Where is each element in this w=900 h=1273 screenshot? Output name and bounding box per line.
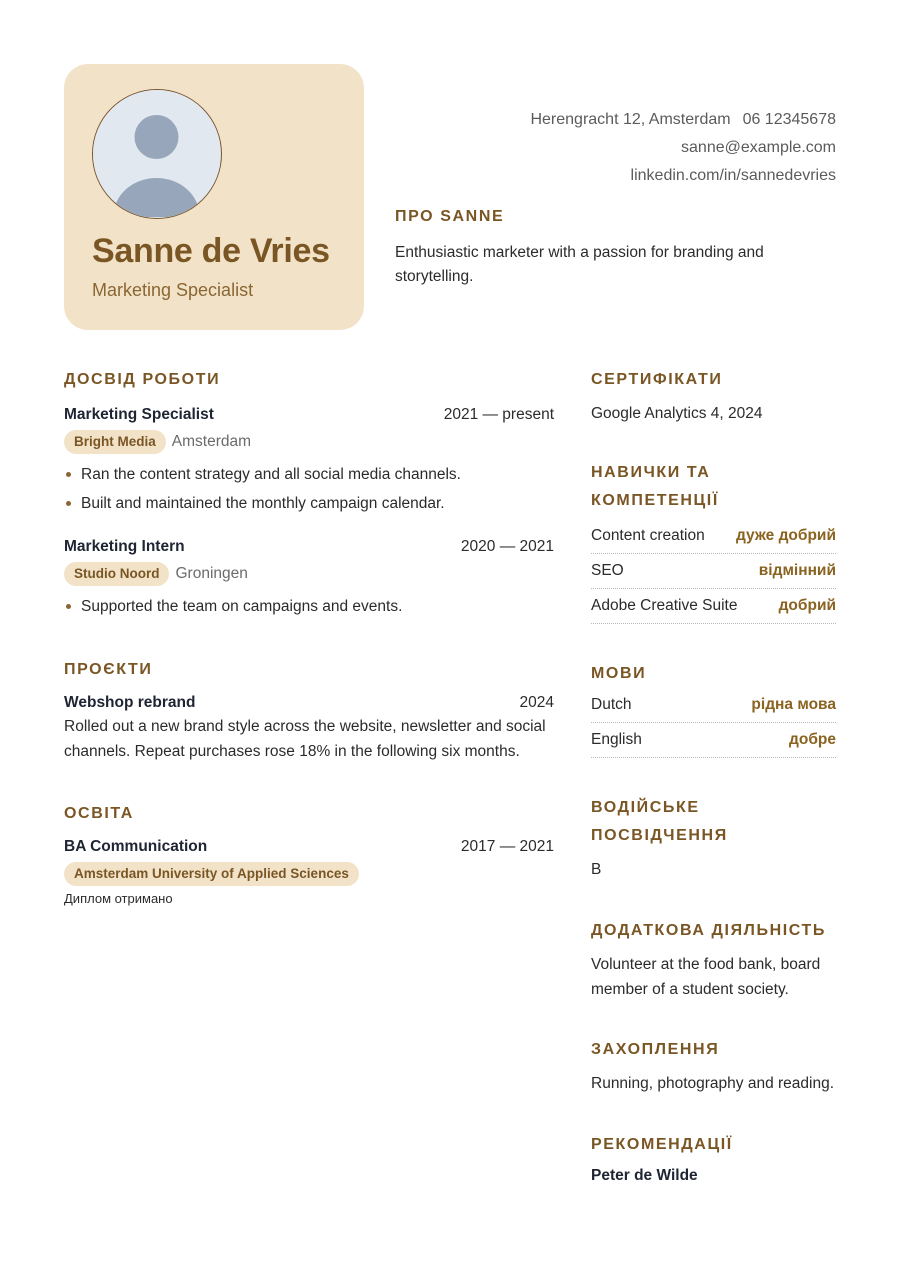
contact-phone[interactable]: 06 12345678 (742, 111, 836, 128)
avatar (92, 89, 222, 219)
projects-section (64, 656, 554, 764)
language-row (591, 723, 836, 758)
about-text: Enthusiastic marketer with a passion for branding and storytelling. (395, 244, 764, 285)
company-badge: Studio Noord (64, 562, 169, 586)
languages-section (591, 660, 836, 758)
language-name: English (591, 730, 642, 748)
experience-dates: 2021 — present (443, 406, 554, 423)
company-badge: Bright Media (64, 430, 166, 454)
about-section (395, 203, 835, 289)
list-item: Ran the content strategy and all social media channels. (64, 460, 554, 489)
experience-section (64, 366, 554, 621)
contact-address: Herengracht 12, Amsterdam (530, 111, 731, 128)
activities-section (591, 917, 836, 1002)
experience-bullets (64, 592, 554, 621)
references-section (591, 1131, 836, 1185)
project-description: Rolled out a new brand style across the website, newsletter and social channels. Repeat purchases rose 18% in the following six months. (64, 718, 546, 760)
skill-row (591, 589, 836, 624)
candidate-role: Marketing Specialist (92, 280, 254, 300)
hobbies-text: Running, photography and reading. (591, 1075, 835, 1092)
education-dates: 2017 — 2021 (460, 838, 554, 855)
candidate-name: Sanne de Vries (92, 232, 330, 270)
project-entry (64, 691, 554, 764)
school-badge: Amsterdam University of Applied Sciences (64, 862, 359, 886)
reference-name: Peter de Wilde (591, 1166, 698, 1184)
skills-section (591, 459, 836, 624)
skill-row (591, 519, 836, 554)
experience-entry (64, 403, 554, 518)
project-title: Webshop rebrand (64, 694, 196, 711)
project-year: 2024 (519, 694, 554, 711)
skill-level: добрий (778, 596, 836, 614)
experience-title: Marketing Specialist (64, 406, 214, 423)
certificates-text: Google Analytics 4, 2024 (591, 405, 763, 422)
experience-dates: 2020 — 2021 (460, 538, 554, 555)
certificates-section (591, 366, 836, 427)
skill-name: Adobe Creative Suite (591, 596, 738, 614)
skill-name: Content creation (591, 526, 705, 544)
languages-heading: МОВИ (591, 664, 647, 682)
hobbies-section (591, 1036, 836, 1097)
activities-text: Volunteer at the food bank, board member of a student society. (591, 956, 821, 998)
education-entry (64, 835, 554, 906)
contact-row-address-phone (530, 106, 836, 134)
list-item: Built and maintained the monthly campaign calendar. (64, 489, 554, 518)
skill-level: відмінний (758, 561, 836, 579)
education-section (64, 800, 554, 906)
experience-location: Amsterdam (171, 433, 252, 450)
skills-heading: НАВИЧКИ ТА КОМПЕТЕНЦІЇ (591, 463, 719, 509)
skill-name: SEO (591, 561, 624, 579)
activities-heading: ДОДАТКОВА ДІЯЛЬНІСТЬ (591, 922, 827, 939)
education-note: Диплом отримано (64, 891, 173, 906)
experience-bullets (64, 460, 554, 518)
list-item: Supported the team on campaigns and events. (64, 592, 554, 621)
skill-level: дуже добрий (736, 526, 836, 544)
experience-title: Marketing Intern (64, 538, 185, 555)
hobbies-heading: ЗАХОПЛЕННЯ (591, 1041, 720, 1058)
right-column (591, 366, 836, 1185)
projects-heading: ПРОЄКТИ (64, 661, 153, 678)
experience-heading: ДОСВІД РОБОТИ (64, 371, 221, 388)
contact-block (530, 106, 836, 190)
header-card (64, 64, 364, 330)
contact-linkedin[interactable]: linkedin.com/in/sannedevries (630, 167, 836, 184)
experience-location: Groningen (175, 565, 248, 582)
license-heading: ВОДІЙСЬКЕ ПОСВІДЧЕННЯ (591, 798, 728, 844)
language-level: добре (789, 730, 836, 748)
education-heading: ОСВІТА (64, 805, 134, 822)
certificates-heading: СЕРТИФІКАТИ (591, 371, 723, 388)
user-silhouette-icon (93, 90, 220, 217)
references-heading: РЕКОМЕНДАЦІЇ (591, 1135, 733, 1153)
license-section (591, 794, 836, 883)
license-text: B (591, 860, 602, 878)
language-level: рідна мова (751, 695, 836, 713)
experience-entry (64, 535, 554, 621)
about-heading: ПРО SANNE (395, 208, 505, 225)
education-degree: BA Communication (64, 838, 208, 855)
skill-row (591, 554, 836, 589)
left-column (64, 366, 554, 906)
language-name: Dutch (591, 695, 632, 713)
contact-email[interactable]: sanne@example.com (681, 139, 836, 156)
language-row (591, 688, 836, 723)
